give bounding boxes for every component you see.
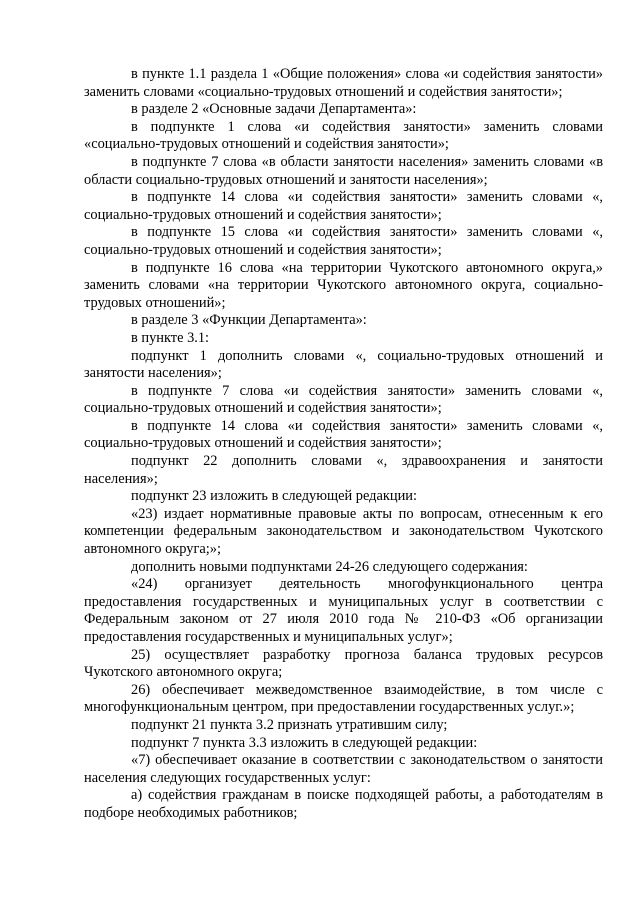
paragraph-19: 26) обеспечивает межведомственное взаимодействие, в том числе с многофункциональным центром, при предоставлении государственных услуг.»; (84, 681, 603, 716)
paragraph-15: «23) издает нормативные правовые акты по вопросам, отнесенным к его компетенции федеральным законодательством и законодательством Чукотского автономного округа;»; (84, 505, 603, 558)
paragraph-18: 25) осуществляет разработку прогноза баланса трудовых ресурсов Чукотского автономного округа; (84, 646, 603, 681)
paragraph-2: в разделе 2 «Основные задачи Департамента»: (131, 101, 417, 118)
paragraph-3: в подпункте 1 слова «и содействия занятости» заменить словами «социально-трудовых отношений и содействия занятости»; (84, 118, 603, 153)
document-body (84, 66, 603, 823)
paragraph-13: подпункт 22 дополнить словами «, здравоохранения и занятости населения»; (84, 453, 603, 487)
paragraph-23: а) содействия гражданам в поиске подходящей работы, а работодателям в подборе необходимых работников; (84, 787, 603, 821)
paragraph-7: в подпункте 16 слова «на территории Чукотского автономного округа,» заменить словами «на территории Чукотского автономного округа, социально-трудовых отношений»; (84, 259, 603, 311)
paragraph-10: подпункт 1 дополнить словами «, социально-трудовых отношений и занятости населения»; (84, 347, 603, 382)
paragraph-8: в разделе 3 «Функции Департамента»: (131, 312, 367, 329)
paragraph-4: в подпункте 7 слова «в области занятости населения» заменить словами «в области социально-трудовых отношений и занятости населения»; (84, 153, 603, 188)
paragraph-20: подпункт 21 пункта 3.2 признать утратившим силу; (131, 716, 448, 733)
paragraph-1: в пункте 1.1 раздела 1 «Общие положения» слова «и содействия занятости» заменить словами «социально-трудовых отношений и содействия занятости»; (84, 66, 603, 100)
paragraph-6: в подпункте 15 слова «и содействия занятости» заменить словами «, социально-трудовых отношений и содействия занятости»; (84, 224, 603, 258)
paragraph-21: подпункт 7 пункта 3.3 изложить в следующей редакции: (131, 734, 478, 751)
paragraph-12: в подпункте 14 слова «и содействия занятости» заменить словами «, социально-трудовых отношений и содействия занятости»; (84, 417, 603, 452)
paragraph-16: дополнить новыми подпунктами 24-26 следующего содержания: (131, 558, 528, 575)
paragraph-9: в пункте 3.1: (131, 329, 210, 346)
paragraph-5: в подпункте 14 слова «и содействия занятости» заменить словами «, социально-трудовых отношений и содействия занятости»; (84, 189, 603, 223)
paragraph-14: подпункт 23 изложить в следующей редакции: (131, 488, 417, 505)
paragraph-11: в подпункте 7 слова «и содействия занятости» заменить словами «, социально-трудовых отношений и содействия занятости»; (84, 382, 603, 417)
paragraph-22: «7) обеспечивает оказание в соответствии с законодательством о занятости населения следующих государственных услуг: (84, 752, 603, 786)
paragraph-17: «24) организует деятельность многофункционального центра предоставления государственных и муниципальных услуг в соответствии с Федеральным законом от 27 июля 2010 года № 210-ФЗ «Об организации предоставления государственных и муниципальных услуг»; (84, 576, 603, 645)
